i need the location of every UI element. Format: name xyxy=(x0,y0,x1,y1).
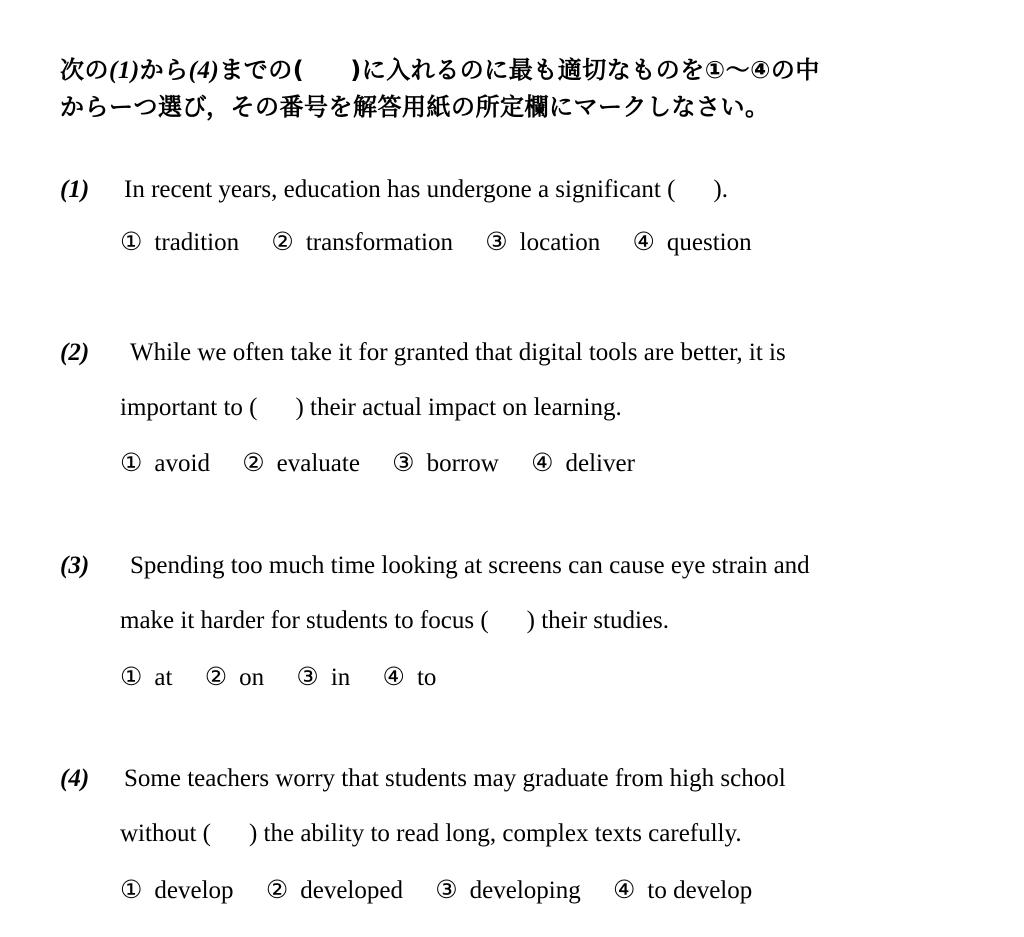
options-row xyxy=(120,448,661,478)
option-text: to develop xyxy=(647,877,753,904)
option-text: to xyxy=(416,664,437,691)
option-marker: ① xyxy=(120,664,143,691)
option-marker: ① xyxy=(120,450,143,477)
option-text: question xyxy=(666,229,752,256)
option-3[interactable] xyxy=(435,875,581,905)
instructions-line-1 xyxy=(60,52,980,89)
option-1[interactable] xyxy=(120,227,239,257)
instr-number-4: (4) xyxy=(188,57,220,84)
question-text: ) their actual impact on learning. xyxy=(295,394,622,421)
question-number: (2) xyxy=(60,339,90,366)
question-text-line-2 xyxy=(120,820,742,848)
instr-text-1: 次の xyxy=(60,56,109,84)
option-4[interactable] xyxy=(613,875,752,905)
option-marker: ④ xyxy=(382,664,405,691)
question-text: ) their studies. xyxy=(526,607,669,634)
option-text: developing xyxy=(469,877,581,904)
options-row xyxy=(120,662,462,692)
option-text: on xyxy=(239,664,265,691)
options-row xyxy=(120,875,778,905)
question-number: (4) xyxy=(60,765,90,792)
option-2[interactable] xyxy=(242,448,360,478)
option-marker: ② xyxy=(242,450,265,477)
question-text: ) the ability to read long, complex texts carefully. xyxy=(248,820,742,847)
option-marker: ④ xyxy=(531,450,554,477)
instr-text-4: )に入れるのに最も適切なものを①～④の中 xyxy=(350,56,820,84)
question-text-line-2 xyxy=(120,607,669,635)
option-2[interactable] xyxy=(271,227,453,257)
option-marker: ① xyxy=(120,877,143,904)
question-text-line-1 xyxy=(124,176,728,204)
option-text: borrow xyxy=(426,450,499,477)
option-3[interactable] xyxy=(485,227,600,257)
option-marker: ② xyxy=(271,229,294,256)
option-text: avoid xyxy=(154,450,210,477)
option-text: at xyxy=(154,664,173,691)
question-text: important to ( xyxy=(120,394,258,421)
question-text-line-1: Spending too much time looking at screens can cause eye strain and xyxy=(130,552,810,579)
option-marker: ③ xyxy=(392,450,415,477)
option-text: developed xyxy=(300,877,403,904)
question-number: (1) xyxy=(60,176,90,203)
option-marker: ② xyxy=(265,877,289,904)
option-4[interactable] xyxy=(632,227,751,257)
instr-text-2: から xyxy=(139,56,189,84)
option-text: transformation xyxy=(305,229,453,256)
option-1[interactable] xyxy=(120,875,234,905)
instr-number-1: (1) xyxy=(109,57,140,84)
option-marker: ③ xyxy=(296,664,319,691)
option-3[interactable] xyxy=(296,662,350,692)
option-text: develop xyxy=(154,877,234,904)
question-text: ). xyxy=(713,176,728,203)
option-text: deliver xyxy=(565,450,635,477)
option-text: evaluate xyxy=(276,450,360,477)
option-text: in xyxy=(330,664,351,691)
options-row xyxy=(120,227,778,257)
question-text: without ( xyxy=(120,820,211,847)
option-2[interactable] xyxy=(205,662,264,692)
option-1[interactable] xyxy=(120,448,210,478)
question-text: In recent years, education has undergone a significant ( xyxy=(124,176,676,203)
option-marker: ③ xyxy=(485,229,508,256)
option-text: tradition xyxy=(154,229,240,256)
option-marker: ④ xyxy=(612,877,636,904)
question-text-line-1: Some teachers worry that students may graduate from high school xyxy=(124,765,786,792)
question-number: (3) xyxy=(60,552,90,579)
option-4[interactable] xyxy=(531,448,635,478)
instructions xyxy=(60,52,980,125)
option-marker: ③ xyxy=(435,877,458,904)
question-text-line-1: While we often take it for granted that digital tools are better, it is xyxy=(130,339,786,366)
instr-text-3: までの( xyxy=(219,56,305,84)
option-marker: ② xyxy=(204,664,228,691)
question-text: make it harder for students to focus ( xyxy=(120,607,489,634)
option-4[interactable] xyxy=(383,662,437,692)
option-text: location xyxy=(519,229,601,256)
option-marker: ① xyxy=(120,229,143,256)
instructions-line-2: からーつ選び，その番号を解答用紙の所定欄にマークしなさい。 xyxy=(60,93,770,121)
option-1[interactable] xyxy=(120,662,172,692)
option-2[interactable] xyxy=(266,875,403,905)
option-marker: ④ xyxy=(632,229,655,256)
option-3[interactable] xyxy=(392,448,499,478)
question-text-line-2 xyxy=(120,394,622,422)
